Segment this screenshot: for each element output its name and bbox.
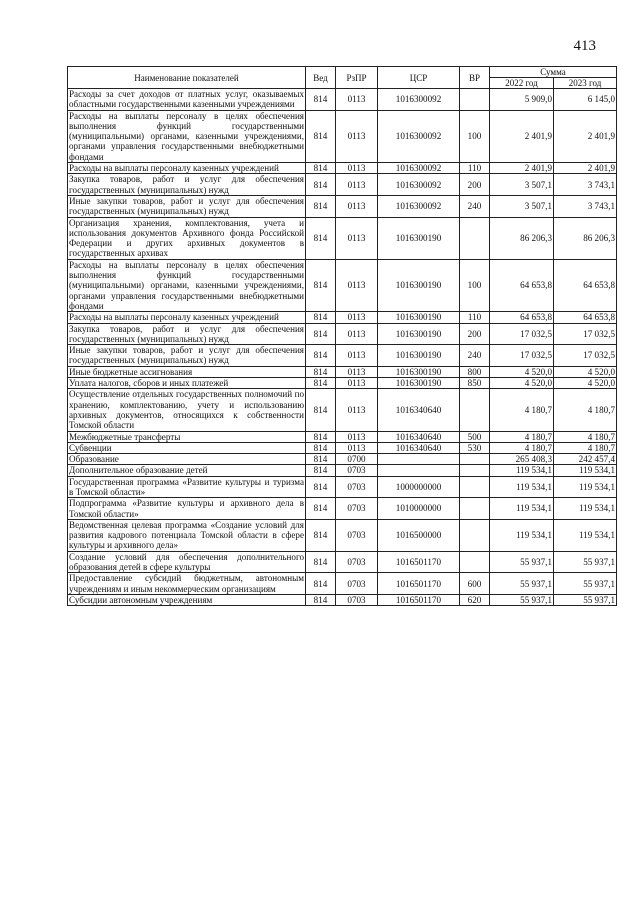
header-vr: ВР [460, 67, 490, 89]
cell-csr: 1016300092 [378, 174, 460, 196]
table-body [68, 89, 617, 606]
page-number: 413 [573, 38, 596, 54]
cell-sum-2022: 3 507,1 [490, 195, 554, 217]
table-row [68, 89, 617, 111]
cell-rzpr: 0700 [336, 454, 378, 465]
cell-ved: 814 [306, 465, 336, 476]
cell-rzpr: 0703 [336, 573, 378, 595]
cell-sum-2023: 55 937,1 [554, 551, 617, 573]
cell-ved: 814 [306, 195, 336, 217]
cell-sum-2023: 4 520,0 [554, 366, 617, 377]
header-year-2022: 2022 год [490, 78, 554, 89]
cell-name: Расходы за счет доходов от платных услуг, оказываемых областными государственными казенными учреждениями [69, 89, 304, 110]
cell-sum-2022: 4 520,0 [490, 378, 554, 389]
cell-sum-2023: 119 534,1 [554, 519, 617, 551]
cell-sum-2022: 119 534,1 [490, 498, 554, 520]
cell-sum-2022: 4 180,7 [490, 442, 554, 453]
cell-sum-2023: 2 401,9 [554, 110, 617, 162]
cell-csr: 1016501170 [378, 573, 460, 595]
cell-name: Субсидии автономным учреждениям [68, 594, 306, 605]
cell-ved: 814 [306, 594, 336, 605]
cell-csr: 1016300190 [378, 323, 460, 345]
cell-vr: 100 [460, 110, 490, 162]
table-row [68, 345, 617, 367]
cell-csr: 1016501170 [378, 594, 460, 605]
cell-name: Субвенции [68, 442, 306, 453]
cell-name: Иные закупки товаров, работ и услуг для обеспечения государственных (муниципальных) нужд [69, 195, 304, 217]
table-row [68, 163, 617, 174]
cell-csr: 1016500000 [378, 519, 460, 551]
cell-sum-2023: 64 653,8 [554, 312, 617, 323]
cell-vr: 200 [460, 323, 490, 345]
cell-sum-2023: 119 534,1 [554, 465, 617, 476]
cell-sum-2023: 4 180,7 [554, 389, 617, 431]
cell-name: Иные закупки товаров, работ и услуг для обеспечения государственных (муниципальных) нужд [69, 345, 304, 366]
cell-sum-2022: 2 401,9 [490, 163, 554, 174]
cell-vr: 110 [460, 312, 490, 323]
cell-vr [460, 89, 490, 111]
cell-rzpr: 0113 [336, 431, 378, 442]
cell-ved: 814 [306, 442, 336, 453]
cell-sum-2023: 4 180,7 [554, 442, 617, 453]
cell-ved: 814 [306, 217, 336, 259]
cell-csr: 1016300190 [378, 259, 460, 311]
cell-rzpr: 0113 [336, 217, 378, 259]
table-row [68, 378, 617, 389]
cell-sum-2022: 265 408,3 [490, 454, 554, 465]
cell-vr: 240 [460, 195, 490, 217]
cell-ved: 814 [306, 366, 336, 377]
cell-csr: 1016300092 [378, 195, 460, 217]
cell-rzpr: 0113 [336, 389, 378, 431]
cell-vr: 600 [460, 573, 490, 595]
cell-name: Осуществление отдельных государственных полномочий по хранению, комплектованию, учету и использованию архивных документов, относящихся к собственности Томской области [69, 389, 304, 431]
cell-ved: 814 [306, 174, 336, 196]
table-row [68, 323, 617, 345]
cell-csr: 1016300190 [378, 366, 460, 377]
cell-name: Предоставление субсидий бюджетным, автономным учреждениям и иным некоммерческим организациям [69, 573, 304, 594]
cell-name: Расходы на выплаты персоналу в целях обеспечения выполнения функций государственными (муниципальными) органами, казенными учреждениями, органами управления государственными внебюджетными фондами [69, 259, 304, 311]
cell-sum-2022: 64 653,8 [490, 312, 554, 323]
cell-sum-2023: 86 206,3 [554, 217, 617, 259]
cell-vr [460, 454, 490, 465]
cell-vr: 200 [460, 174, 490, 196]
cell-rzpr: 0113 [336, 174, 378, 196]
cell-sum-2023: 17 032,5 [554, 323, 617, 345]
cell-sum-2022: 55 937,1 [490, 551, 554, 573]
cell-ved: 814 [306, 163, 336, 174]
cell-ved: 814 [306, 89, 336, 111]
cell-ved: 814 [306, 312, 336, 323]
cell-sum-2023: 4 520,0 [554, 378, 617, 389]
cell-name: Расходы на выплаты персоналу казенных учреждений [68, 312, 306, 323]
cell-name: Закупка товаров, работ и услуг для обеспечения государственных (муниципальных) нужд [69, 323, 304, 344]
cell-sum-2023: 3 743,1 [554, 174, 617, 196]
cell-sum-2022: 5 909,0 [490, 89, 554, 111]
cell-vr: 110 [460, 163, 490, 174]
table-row [68, 465, 617, 476]
cell-rzpr: 0113 [336, 378, 378, 389]
cell-rzpr: 0113 [336, 163, 378, 174]
cell-rzpr: 0113 [336, 195, 378, 217]
cell-ved: 814 [306, 110, 336, 162]
cell-sum-2023: 119 534,1 [554, 498, 617, 520]
cell-sum-2022: 119 534,1 [490, 465, 554, 476]
cell-csr: 1016501170 [378, 551, 460, 573]
cell-csr: 1016300190 [378, 312, 460, 323]
header-csr: ЦСР [378, 67, 460, 89]
cell-name: Дополнительное образование детей [68, 465, 306, 476]
cell-sum-2023: 3 743,1 [554, 195, 617, 217]
cell-ved: 814 [306, 519, 336, 551]
table-row [68, 110, 617, 162]
cell-vr: 100 [460, 259, 490, 311]
cell-name: Уплата налогов, сборов и иных платежей [68, 378, 306, 389]
cell-vr [460, 217, 490, 259]
cell-vr: 800 [460, 366, 490, 377]
cell-sum-2022: 119 534,1 [490, 476, 554, 498]
cell-vr [460, 519, 490, 551]
cell-rzpr: 0113 [336, 89, 378, 111]
cell-csr: 1016300190 [378, 345, 460, 367]
cell-rzpr: 0113 [336, 110, 378, 162]
cell-sum-2023: 119 534,1 [554, 476, 617, 498]
cell-name: Закупка товаров, работ и услуг для обеспечения государственных (муниципальных) нужд [69, 174, 304, 195]
cell-ved: 814 [306, 476, 336, 498]
cell-name: Ведомственная целевая программа «Создание условий для развития кадрового потенциала Томской области в сфере культуры и архивного дела» [69, 519, 304, 551]
cell-rzpr: 0113 [336, 366, 378, 377]
cell-sum-2023: 17 032,5 [554, 345, 617, 367]
table-row [68, 519, 617, 551]
cell-ved: 814 [306, 498, 336, 520]
cell-sum-2022: 55 937,1 [490, 594, 554, 605]
cell-csr: 1016340640 [378, 431, 460, 442]
cell-csr: 1016300092 [378, 163, 460, 174]
cell-ved: 814 [306, 389, 336, 431]
cell-csr: 1016300092 [378, 89, 460, 111]
cell-ved: 814 [306, 573, 336, 595]
table-row [68, 498, 617, 520]
cell-sum-2022: 119 534,1 [490, 519, 554, 551]
cell-vr [460, 551, 490, 573]
cell-rzpr: 0113 [336, 323, 378, 345]
cell-vr: 500 [460, 431, 490, 442]
table-row [68, 476, 617, 498]
cell-sum-2022: 3 507,1 [490, 174, 554, 196]
cell-rzpr: 0703 [336, 519, 378, 551]
cell-rzpr: 0703 [336, 498, 378, 520]
cell-ved: 814 [306, 454, 336, 465]
header-ved: Вед [306, 67, 336, 89]
cell-sum-2022: 17 032,5 [490, 345, 554, 367]
cell-sum-2022: 2 401,9 [490, 110, 554, 162]
cell-name: Межбюджетные трансферты [68, 431, 306, 442]
cell-name: Расходы на выплаты персоналу в целях обеспечения выполнения функций государственными (муниципальными) органами, казенными учреждениями, органами управления государственными внебюджетными фондами [69, 110, 304, 162]
cell-rzpr: 0703 [336, 476, 378, 498]
cell-vr [460, 389, 490, 431]
header-year-2023: 2023 год [554, 78, 617, 89]
cell-sum-2023: 55 937,1 [554, 573, 617, 595]
cell-name: Расходы на выплаты персоналу казенных учреждений [68, 163, 306, 174]
cell-sum-2023: 6 145,0 [554, 89, 617, 111]
cell-vr: 530 [460, 442, 490, 453]
cell-csr: 1016300092 [378, 110, 460, 162]
table-row [68, 389, 617, 431]
cell-sum-2022: 4 520,0 [490, 366, 554, 377]
cell-ved: 814 [306, 345, 336, 367]
cell-name: Организация хранения, комплектования, учета и использования документов Архивного фонда Российской Федерации и других архивных документов в государственных архивах [69, 217, 304, 259]
budget-table [67, 66, 617, 606]
cell-sum-2022: 17 032,5 [490, 323, 554, 345]
cell-rzpr: 0113 [336, 345, 378, 367]
cell-sum-2022: 4 180,7 [490, 389, 554, 431]
cell-vr [460, 465, 490, 476]
cell-ved: 814 [306, 259, 336, 311]
cell-csr [378, 465, 460, 476]
table-row [68, 366, 617, 377]
cell-sum-2023: 4 180,7 [554, 431, 617, 442]
table-row [68, 551, 617, 573]
table-row [68, 573, 617, 595]
header-rzpr: РзПР [336, 67, 378, 89]
cell-vr: 620 [460, 594, 490, 605]
cell-csr [378, 454, 460, 465]
cell-sum-2023: 2 401,9 [554, 163, 617, 174]
cell-rzpr: 0113 [336, 259, 378, 311]
cell-name: Иные бюджетные ассигнования [68, 366, 306, 377]
cell-vr: 850 [460, 378, 490, 389]
table-row [68, 195, 617, 217]
cell-ved: 814 [306, 551, 336, 573]
cell-name: Подпрограмма «Развитие культуры и архивного дела в Томской области» [69, 498, 304, 519]
cell-sum-2022: 55 937,1 [490, 573, 554, 595]
cell-csr: 1016300190 [378, 217, 460, 259]
cell-rzpr: 0703 [336, 594, 378, 605]
cell-name: Создание условий для обеспечения дополнительного образования детей в сфере культуры [69, 551, 304, 573]
cell-sum-2022: 86 206,3 [490, 217, 554, 259]
cell-rzpr: 0113 [336, 312, 378, 323]
table-row [68, 442, 617, 453]
cell-csr: 1016300190 [378, 378, 460, 389]
table-row [68, 454, 617, 465]
cell-ved: 814 [306, 323, 336, 345]
table-row [68, 431, 617, 442]
cell-csr: 1010000000 [378, 498, 460, 520]
table-row [68, 312, 617, 323]
cell-sum-2023: 242 457,4 [554, 454, 617, 465]
cell-vr [460, 476, 490, 498]
header-name: Наименование показателей [68, 67, 306, 89]
cell-rzpr: 0703 [336, 551, 378, 573]
cell-sum-2023: 64 653,8 [554, 259, 617, 311]
cell-sum-2022: 4 180,7 [490, 431, 554, 442]
header-sum: Сумма [490, 67, 617, 78]
cell-vr [460, 498, 490, 520]
cell-name: Образование [68, 454, 306, 465]
cell-ved: 814 [306, 431, 336, 442]
cell-csr: 1016340640 [378, 389, 460, 431]
cell-name: Государственная программа «Развитие культуры и туризма в Томской области» [69, 476, 304, 497]
table-row [68, 217, 617, 259]
cell-csr: 1016340640 [378, 442, 460, 453]
cell-csr: 1000000000 [378, 476, 460, 498]
cell-vr: 240 [460, 345, 490, 367]
cell-rzpr: 0113 [336, 442, 378, 453]
cell-sum-2023: 55 937,1 [554, 594, 617, 605]
cell-ved: 814 [306, 378, 336, 389]
table-row [68, 259, 617, 311]
cell-sum-2022: 64 653,8 [490, 259, 554, 311]
table-row [68, 174, 617, 196]
cell-rzpr: 0703 [336, 465, 378, 476]
table-row [68, 594, 617, 605]
